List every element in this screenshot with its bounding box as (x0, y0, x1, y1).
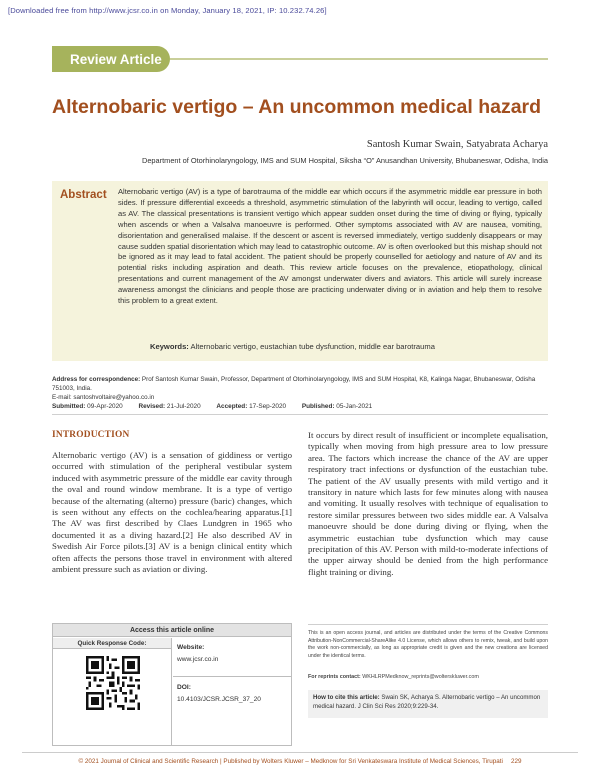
dates-divider (52, 414, 548, 415)
download-note: [Downloaded free from http://www.jcsr.co.in on Monday, January 18, 2021, IP: 10.232.74.26] (8, 6, 327, 15)
page-footer (0, 758, 600, 765)
revised-label: Revised: (138, 403, 166, 410)
article-title: Alternobaric vertigo – An uncommon medical hazard (52, 96, 542, 118)
abstract-box (52, 181, 548, 361)
doi-value[interactable]: 10.4103/JCSR.JCSR_37_20 (177, 696, 261, 703)
footer-text: © 2021 Journal of Clinical and Scientific Research | Published by Wolters Kluwer – Medknow for Sri Venkateswara Institute of Medical Sciences, Tirupati (78, 758, 503, 765)
page-number: 229 (510, 758, 522, 765)
keywords-label: Keywords: (150, 342, 189, 351)
license-divider (308, 624, 548, 625)
info-column (173, 638, 292, 746)
reprints-email[interactable]: WKHLRPMedknow_reprints@wolterskluwer.com (360, 674, 479, 680)
qr-label: Quick Response Code: (53, 638, 171, 649)
revised-date: 21-Jul-2020 (165, 403, 201, 410)
intro-right-column: It occurs by direct result of insufficient or incomplete equalisation, typically when moving from high pressure area to low pressure area. The factors which increase the chance of the AV are upper respiratory tract infections or dysfunction of the eustachian tube. The patient of the AV usually presents with mild vertigo and it transitory in nature which lasts for few minutes along with nausea and vomiting. It usually resolves with technique of equalisation to restore similar pressures between two sides middle ear. A Valsalva manoeuvre should be done during diving or flying, when the asymmetric eustachian tube dysfunction which may cause precipitation of this AV. Person with mild-to-moderate infections of the upper airway should be denied from the high performance flight training or diving. (308, 430, 548, 577)
license-text: This is an open access journal, and articles are distributed under the terms of the Creative Commons Attribution-NonCommercial-ShareAlike 4.0 License, which allows others to remix, tweak, and build upon the work non-commercially, as long as appropriate credit is given and the new creations are licensed under the identical terms. (308, 630, 548, 659)
authors: Santosh Kumar Swain, Satyabrata Acharya (366, 139, 548, 150)
keywords (150, 342, 435, 351)
intro-left-column: Alternobaric vertigo (AV) is a sensation of giddiness or vertigo occurred with stimulation of the peripheral vestibular system induced with asymmetric pressure of the middle ear cavity through the oval and round window membrane. It is a type of vertigo because of the alternating (alterno) pressure (baric) changes, which is seen without any effects on the cochlea/hearing apparatus.[1] The AV was first described by Claes Lundgren in 1965 who documented it as a diving hazard.[2] He also described AV in Swedish Air Force pilots.[3] AV is a benign clinical entity which often affects the persons those travel in environment with altered ambient pressure such as aviation or diving. (52, 450, 292, 575)
qr-column (53, 638, 172, 746)
correspondence-email[interactable]: E-mail: santoshvoltaire@yahoo.co.in (52, 394, 155, 402)
section-rule (170, 58, 548, 60)
qr-code-icon[interactable] (86, 656, 140, 710)
published-date: 05-Jan-2021 (334, 403, 373, 410)
correspondence-text: Prof Santosh Kumar Swain, Professor, Department of Otorhinolaryngology, IMS and SUM Hospital, K8, Kalinga Nagar, Bhubaneswar, Odisha 751003, India. (52, 376, 536, 393)
correspondence (52, 375, 552, 403)
info-divider (173, 676, 292, 677)
doi-label: DOI: (177, 684, 191, 691)
website-label: Website: (177, 644, 205, 651)
access-online-box (52, 623, 292, 746)
published-label: Published: (301, 403, 335, 410)
footer-divider (22, 752, 578, 753)
cite-text: Swain SK, Acharya S. Alternobaric vertigo – An uncommon medical hazard. J Clin Sci Res 2020;9:229-34. (313, 694, 541, 710)
submitted-date: 09-Apr-2020 (85, 403, 123, 410)
access-heading: Access this article online (53, 624, 291, 637)
website-link[interactable]: www.jcsr.co.in (177, 656, 219, 663)
reprints-label: For reprints contact: (308, 674, 361, 680)
intro-heading: INTRODUCTION (52, 430, 130, 440)
cite-label: How to cite this article: (313, 694, 380, 701)
submitted-label: Submitted: (52, 403, 86, 410)
abstract-label: Abstract (60, 189, 107, 201)
affiliation: Department of Otorhinolaryngology, IMS and SUM Hospital, Siksha “O” Anusandhan University, Bhubaneswar, Odisha, India (141, 156, 548, 165)
article-dates (52, 403, 372, 410)
abstract-text: Alternobaric vertigo (AV) is a type of barotrauma of the middle ear which occurs if the asymmetric middle ear pressure in both sides. If pressure differential exceeds a threshold, asymmetric stimulation of the labyrinth will occur, leading to vertigo, called as AV. The classical presentations is transient vertigo which appear sudden onset during the time of diving or flying, typically when ascends or when a Valsalva manoeuvre is performed. Other symptoms associated with AV are nausea, vomiting, disorientation and generalised malaise. If the descent or ascent is reversed immediately, vertigo suddenly disappears or may cause sudden spatial disorientation which may lead to catastrophic outcome. AV is often overlooked but this mishap should not be ignored as it may lead to fatal accident. The patient should be properly counselled for aetiology and nature of AV and its potential risks including aspiration and death. This review article focuses on the prevalence, etiopathology, clinical presentations and current management of the AV amongst underwater divers and aviators. This article will surely increase awareness amongst the clinicians and people those are practicing underwater diving or in aviation and help them to resolve this problem to a great extent. (118, 187, 542, 306)
correspondence-label: Address for correspondence: (52, 376, 141, 383)
section-tag: Review Article (52, 46, 170, 72)
reprints (308, 674, 479, 680)
cite-box (308, 690, 548, 718)
accepted-date: 17-Sep-2020 (247, 403, 287, 410)
keywords-text: Alternobaric vertigo, eustachian tube dysfunction, middle ear barotrauma (188, 342, 435, 351)
accepted-label: Accepted: (216, 403, 248, 410)
